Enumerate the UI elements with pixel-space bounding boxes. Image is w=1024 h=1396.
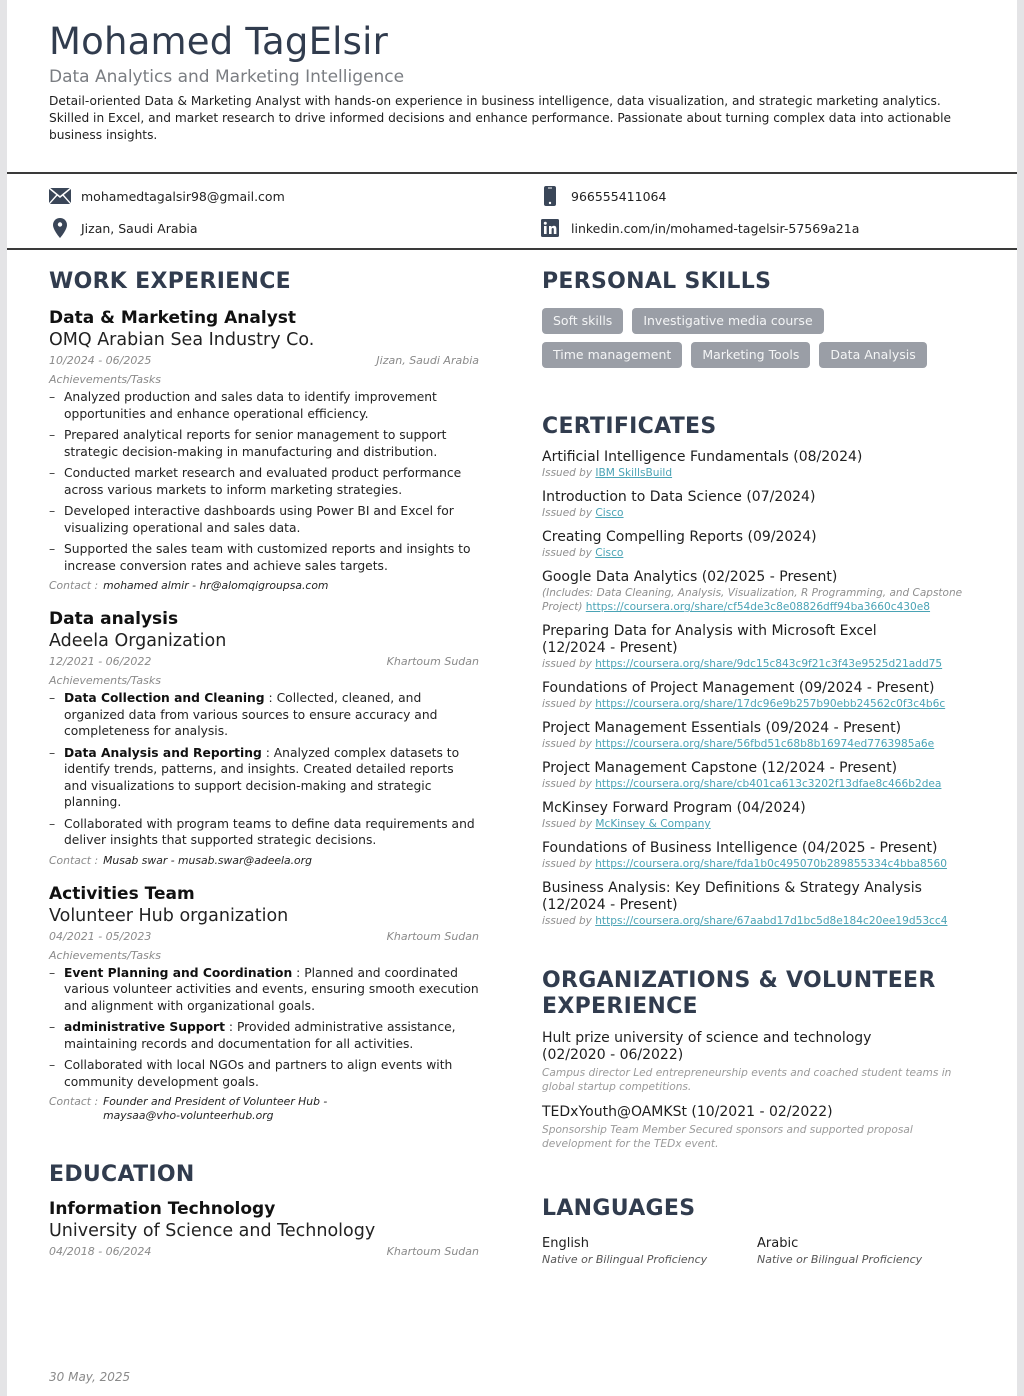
work-experience-heading: WORK EXPERIENCE (49, 269, 291, 294)
certificate-link[interactable]: https://coursera.org/share/fda1b0c495070b289855334c4bba8560 (595, 858, 947, 870)
language-item (757, 1235, 972, 1267)
language-name: Arabic (757, 1236, 799, 1251)
task-list (49, 965, 479, 1091)
linkedin-icon (539, 218, 561, 238)
certificate-item: Foundations of Business Intelligence (04/2025 - Present) issued by https://coursera.org/share/fda1b0c495070b289855334c4bba8560 (542, 840, 972, 871)
certificate-title: Business Analysis: Key Definitions & Strategy Analysis (12/2024 - Present) (542, 880, 922, 913)
job-entry (49, 308, 479, 593)
education-dates: 04/2018 - 06/2024 (49, 1245, 152, 1258)
education-meta (49, 1244, 479, 1259)
school: University of Science and Technology (49, 1221, 376, 1241)
certificate-title: Introduction to Data Science (07/2024) (542, 489, 816, 505)
certificate-title: Artificial Intelligence Fundamentals (08/2024) (542, 449, 863, 465)
job-role: Activities Team (49, 883, 195, 904)
task-item: – Data Collection and Cleaning : Collected, cleaned, and organized data from various sources to ensure accuracy and completeness for analysis. (49, 690, 479, 740)
language-list (542, 1235, 972, 1267)
certificate-title: Foundations of Business Intelligence (04/2025 - Present) (542, 840, 938, 856)
certificate-link[interactable]: https://coursera.org/share/cf54de3c8e08826dff94ba3660c430e8 (585, 601, 931, 613)
education-location: Khartoum Sudan (386, 1245, 479, 1258)
language-name: English (542, 1236, 589, 1251)
certificate-title: Project Management Capstone (12/2024 - Present) (542, 760, 898, 776)
phone-text: 966555411064 (571, 188, 667, 204)
tasks-label: Achievements/Tasks (49, 373, 161, 386)
contact-bar (7, 174, 1017, 248)
language-item (542, 1235, 757, 1267)
language-level: Native or Bilingual Proficiency (757, 1253, 923, 1266)
job-entry (49, 609, 479, 868)
certificate-title: Project Management Essentials (09/2024 - Present) (542, 720, 902, 736)
job-meta (49, 353, 479, 368)
certificate-link[interactable]: https://coursera.org/share/56fbd51c68b8b16974ed7763985a6e (595, 738, 935, 750)
location-text: Jizan, Saudi Arabia (81, 220, 198, 236)
task-item: – Analyzed production and sales data to identify improvement opportunities and enhance operational efficiency. (49, 389, 479, 422)
resume-page (7, 0, 1017, 1396)
certificate-link[interactable]: Cisco (595, 507, 624, 519)
certificate-title: Google Data Analytics (02/2025 - Present) (542, 569, 838, 585)
education-heading: EDUCATION (49, 1162, 195, 1187)
language-level: Native or Bilingual Proficiency (542, 1253, 708, 1266)
organization-title: TEDxYouth@OAMKSt (10/2021 - 02/2022) (542, 1104, 833, 1120)
organization-description: Sponsorship Team Member Secured sponsors and supported proposal development for the TEDx event. (542, 1124, 913, 1150)
certificate-title: Foundations of Project Management (09/2024 - Present) (542, 680, 935, 696)
job-contact: Contact : Musab swar - musab.swar@adeela.org (49, 853, 312, 867)
email-text: mohamedtagalsir98@gmail.com (81, 188, 285, 204)
contact-phone[interactable] (539, 186, 666, 206)
certificate-item: Introduction to Data Science (07/2024) Issued by Cisco (542, 489, 972, 520)
job-meta (49, 929, 479, 944)
certificate-title: McKinsey Forward Program (04/2024) (542, 800, 806, 816)
resume-header (49, 20, 969, 144)
task-item: – Prepared analytical reports for senior management to support strategic decision-making in manufacturing and distribution. (49, 427, 479, 460)
certificate-link[interactable]: IBM SkillsBuild (595, 467, 673, 479)
envelope-icon (49, 186, 71, 206)
candidate-subtitle: Data Analytics and Marketing Intelligence (49, 67, 405, 87)
job-location: Khartoum Sudan (386, 929, 479, 943)
task-item: – Collaborated with local NGOs and partners to align events with community development goals. (49, 1057, 479, 1090)
personal-skills-heading: PERSONAL SKILLS (542, 269, 772, 294)
certificate-link[interactable]: https://coursera.org/share/cb401ca613c3202f13dfae8c466b2dea (595, 778, 942, 790)
job-role: Data analysis (49, 609, 179, 629)
job-contact: Contact : mohamed almir - hr@alomqigroupsa.com (49, 579, 329, 592)
left-column (49, 268, 479, 1259)
organization-title: Hult prize university of science and technology (02/2020 - 06/2022) (542, 1030, 872, 1063)
task-item: – Developed interactive dashboards using Power BI and Excel for visualizing operational and sales data. (49, 503, 479, 536)
divider-bottom (7, 248, 1017, 250)
job-organization: Volunteer Hub organization (49, 905, 289, 926)
task-item: – Conducted market research and evaluated product performance across various markets to inform marketing strategies. (49, 465, 479, 498)
task-list (49, 690, 479, 849)
certificates-heading: CERTIFICATES (542, 414, 717, 439)
right-column (542, 268, 972, 1267)
job-organization: Adeela Organization (49, 631, 227, 651)
footer-date: 30 May, 2025 (49, 1370, 131, 1384)
task-item: – Data Analysis and Reporting : Analyzed complex datasets to identify trends, patterns, and insights. Created detailed reports and visualizations to support decision-making and strategic planning. (49, 745, 479, 811)
job-location: Khartoum Sudan (386, 655, 479, 668)
certificate-title: Creating Compelling Reports (09/2024) (542, 529, 817, 545)
job-entry (49, 884, 479, 1124)
task-list (49, 389, 479, 574)
job-location: Jizan, Saudi Arabia (376, 354, 479, 367)
certificate-link[interactable]: https://coursera.org/share/9dc15c843c9f21c3f43e9525d21add75 (595, 658, 943, 670)
map-pin-icon (49, 218, 71, 238)
degree: Information Technology (49, 1199, 276, 1219)
contact-location (49, 218, 198, 238)
organization-description: Campus director Led entrepreneurship events and coached student teams in global startup competitions. (542, 1067, 952, 1093)
profile-summary: Detail-oriented Data & Marketing Analyst with hands-on experience in business intelligence, data visualization, and strategic marketing analytics. Skilled in Excel, and market research to drive informed decisions and enhance performance. Passionate about turning complex data into actionable business insights. (49, 94, 951, 142)
organizations-heading: ORGANIZATIONS & VOLUNTEER EXPERIENCE (542, 968, 936, 1019)
task-item: – administrative Support : Provided administrative assistance, maintaining records and documentation for all activities. (49, 1019, 479, 1052)
job-dates: 04/2021 - 05/2023 (49, 929, 152, 943)
job-dates: 10/2024 - 06/2025 (49, 354, 152, 367)
tasks-label: Achievements/Tasks (49, 948, 161, 962)
certificate-item: Creating Compelling Reports (09/2024) issued by Cisco (542, 529, 972, 560)
certificate-link[interactable]: https://coursera.org/share/17dc96e9b257b90ebb24562c0f3c4b6c (595, 698, 946, 710)
job-contact: Contact : Founder and President of Volunteer Hub - maysaa@vho-volunteerhub.org (49, 1095, 328, 1122)
certificate-link[interactable]: Cisco (595, 547, 624, 559)
skill-tag: Time management (542, 342, 682, 368)
skill-tags (542, 308, 962, 368)
skill-tag: Marketing Tools (691, 342, 810, 368)
certificate-item: Project Management Essentials (09/2024 - Present) issued by https://coursera.org/share/56fbd51c68b8b16974ed7763985a6e (542, 720, 972, 751)
organization-item (542, 1104, 972, 1151)
contact-linkedin[interactable] (539, 218, 859, 238)
education-entry (49, 1199, 479, 1259)
job-meta (49, 654, 479, 669)
contact-email[interactable] (49, 186, 285, 206)
skill-tag: Investigative media course (632, 308, 823, 334)
certificate-item: Artificial Intelligence Fundamentals (08/2024) Issued by IBM SkillsBuild (542, 449, 972, 480)
languages-heading: LANGUAGES (542, 1196, 696, 1221)
certificate-link[interactable]: McKinsey & Company (595, 818, 711, 830)
linkedin-text: linkedin.com/in/mohamed-tagelsir-57569a21a (571, 220, 860, 236)
certificate-item: Google Data Analytics (02/2025 - Present) (Includes: Data Cleaning, Analysis, Visualization, R Programming, and Capstone Project) https://coursera.org/share/cf54de3c8e08826dff94ba3660c430e8 (542, 569, 972, 614)
job-organization: OMQ Arabian Sea Industry Co. (49, 330, 315, 350)
job-dates: 12/2021 - 06/2022 (49, 655, 152, 668)
skill-tag: Soft skills (542, 308, 623, 334)
task-item: – Supported the sales team with customized reports and insights to increase conversion rates and achieve sales targets. (49, 541, 479, 574)
job-role: Data & Marketing Analyst (49, 308, 297, 328)
certificate-item: McKinsey Forward Program (04/2024) Issued by McKinsey & Company (542, 800, 972, 831)
certificate-item: Preparing Data for Analysis with Microsoft Excel (12/2024 - Present) issued by https://coursera.org/share/9dc15c843c9f21c3f43e9525d21add75 (542, 623, 943, 670)
certificate-link[interactable]: https://coursera.org/share/67aabd17d1bc5d8e184c20ee19d53cc4 (595, 915, 948, 927)
tasks-label: Achievements/Tasks (49, 674, 161, 687)
certificate-title: Preparing Data for Analysis with Microsoft Excel (12/2024 - Present) (542, 623, 877, 656)
candidate-name: Mohamed TagElsir (49, 20, 389, 63)
task-item: – Collaborated with program teams to define data requirements and deliver insights that supported strategic decisions. (49, 816, 479, 849)
certificate-item: Business Analysis: Key Definitions & Strategy Analysis (12/2024 - Present) issued by https://coursera.org/share/67aabd17d1bc5d8e184c20ee19d53cc4 (542, 880, 948, 927)
certificate-item: Project Management Capstone (12/2024 - Present) issued by https://coursera.org/share/cb401ca613c3202f13dfae8c466b2dea (542, 760, 972, 791)
mobile-phone-icon (539, 186, 561, 206)
certificate-item: Foundations of Project Management (09/2024 - Present) issued by https://coursera.org/share/17dc96e9b257b90ebb24562c0f3c4b6c (542, 680, 972, 711)
organization-item (542, 1030, 972, 1094)
task-item: – Event Planning and Coordination : Planned and coordinated various volunteer activities and events, ensuring smooth execution and alignment with organizational goals. (49, 965, 479, 1015)
skill-tag: Data Analysis (819, 342, 926, 368)
